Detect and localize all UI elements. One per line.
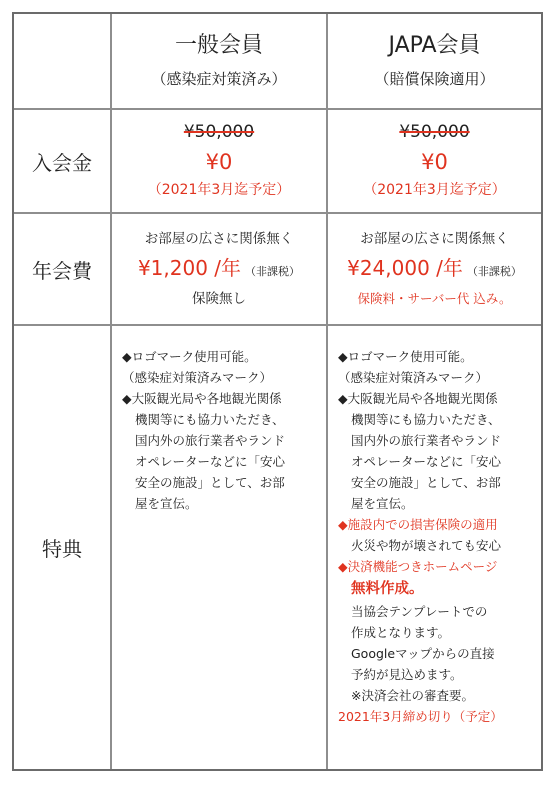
benefit-deadline: 2021年3月締め切り（予定） [338, 709, 503, 724]
entry-fee-general [112, 110, 326, 212]
benefit-line: オペレーターなどに「安心 [351, 454, 502, 469]
general-entry-fee-note: （2021年3月迄予定） [147, 182, 291, 198]
benefit-line: （感染症対策済みマーク） [122, 370, 273, 385]
japa-annual-fee-note: お部屋の広さに関係無く [360, 231, 509, 247]
general-annual-fee-extra: 保険無し [192, 291, 246, 307]
benefit-line: 機関等にも協力いただき、 [135, 412, 285, 427]
general-annual-fee-price: ¥1,200 /年 [137, 256, 242, 280]
benefit-line: 当協会テンプレートでの [351, 604, 488, 619]
benefit-insurance-line: ◆施設内での損害保険の適用 [338, 517, 498, 532]
benefit-line: ◆ロゴマーク使用可能。 [122, 349, 257, 364]
benefit-line: 安全の施設」として、お部 [135, 475, 285, 490]
japa-subtitle: （賠償保険適用） [374, 70, 495, 88]
japa-original-entry-fee: ¥50,000 [399, 122, 470, 142]
benefit-free-creation: 無料作成。 [351, 581, 424, 597]
general-original-entry-fee: ¥50,000 [183, 122, 255, 142]
general-subtitle: （感染症対策済み） [151, 70, 287, 88]
benefit-line: オペレーターなどに「安心 [135, 454, 286, 469]
benefit-line: ※決済会社の審査要。 [351, 688, 474, 703]
japa-title: JAPA会員 [388, 33, 481, 58]
benefits-label [14, 326, 110, 769]
benefits-general [122, 346, 285, 514]
annual-fee-general [112, 214, 326, 324]
benefit-line: 国内外の旅行業者やランド [351, 433, 502, 448]
benefit-line: 予約が見込めます。 [351, 667, 463, 682]
general-annual-fee-price-line [138, 253, 300, 287]
header-japa [328, 14, 541, 108]
benefit-line: （感染症対策済みマーク） [338, 370, 489, 385]
annual-fee-label [14, 214, 110, 324]
header-general [112, 14, 326, 108]
benefit-line: 国内外の旅行業者やランド [135, 433, 286, 448]
benefit-line: 機関等にも協力いただき、 [351, 412, 501, 427]
benefit-line: 安全の施設」として、お部 [351, 475, 501, 490]
benefit-homepage-line: ◆決済機能つきホームページ [338, 559, 498, 574]
benefit-line: 屋を宣伝。 [351, 496, 414, 511]
annual-fee-japa [328, 214, 541, 324]
membership-comparison-table [12, 12, 543, 771]
benefits-label-text: 特典 [42, 537, 82, 561]
japa-entry-fee-price: ¥0 [421, 150, 448, 174]
general-entry-fee-price: ¥0 [205, 150, 233, 174]
general-annual-fee-note: お部屋の広さに関係無く [144, 231, 294, 247]
entry-fee-japa [328, 110, 541, 212]
japa-entry-fee-note: （2021年3月迄予定） [363, 182, 506, 198]
benefit-line: ◆ロゴマーク使用可能。 [338, 349, 473, 364]
benefit-line: ◆大阪観光局や各地観光関係 [338, 391, 498, 406]
japa-annual-fee-price-line [347, 253, 522, 287]
entry-fee-label-text: 入会金 [32, 150, 92, 175]
japa-annual-fee-extra: 保険料・サーバー代 込み。 [357, 291, 512, 306]
benefits-japa [338, 346, 503, 727]
japa-annual-fee-tax: （非課税） [466, 265, 522, 278]
benefit-line: 屋を宣伝。 [135, 496, 198, 511]
general-annual-fee-tax: （非課税） [245, 265, 301, 278]
entry-fee-label [14, 110, 110, 212]
benefit-line: 作成となります。 [351, 625, 451, 640]
general-title: 一般会員 [174, 33, 263, 58]
japa-annual-fee-price: ¥24,000 /年 [347, 256, 463, 280]
benefit-line: 火災や物が壊されても安心 [351, 538, 502, 553]
annual-fee-label-text: 年会費 [32, 258, 92, 283]
benefit-line: ◆大阪観光局や各地観光関係 [122, 391, 282, 406]
benefit-line: Googleマップからの直接 [351, 646, 495, 661]
